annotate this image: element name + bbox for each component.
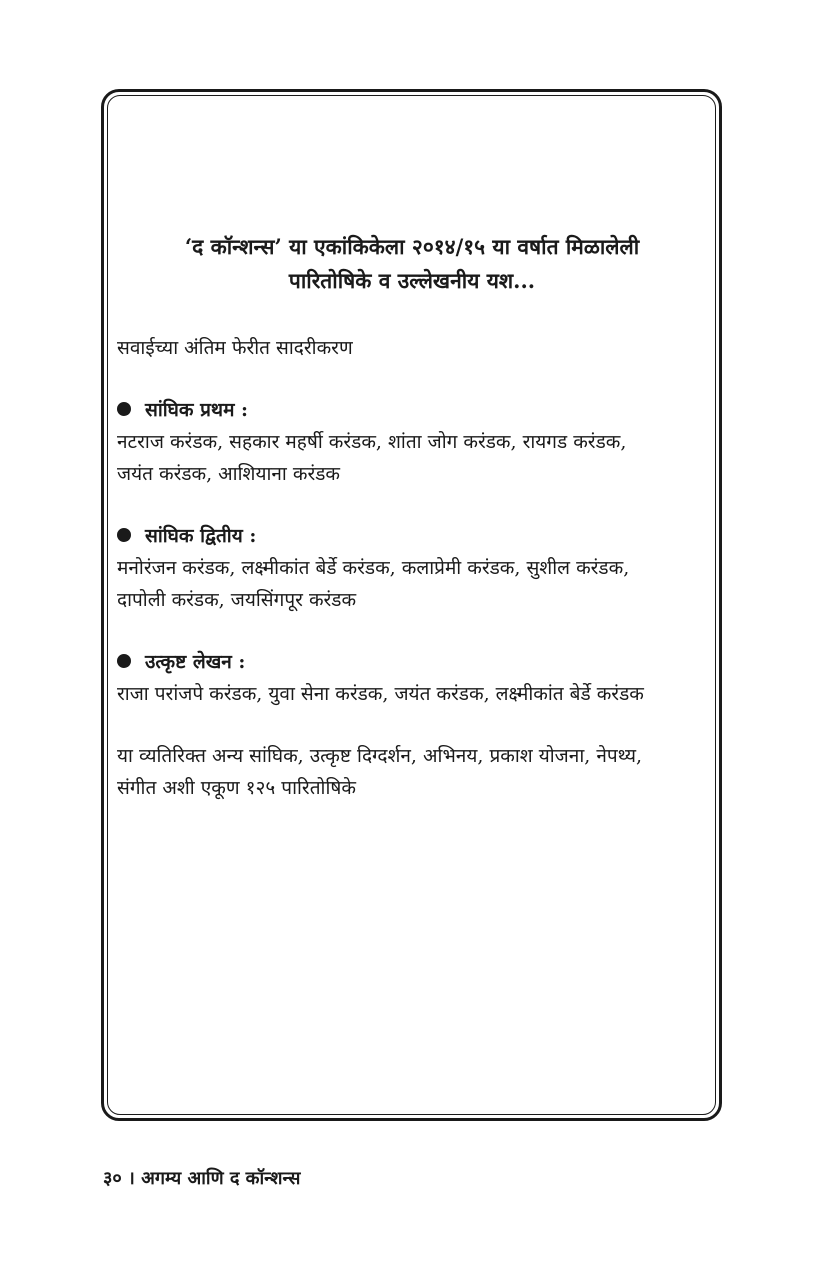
page-title-line-2: पारितोषिके व उल्लेखनीय यश... (288, 268, 536, 293)
section-team-second (117, 520, 707, 616)
page-content (117, 230, 707, 804)
section-line: मनोरंजन करंडक, लक्ष्मीकांत बेर्डे करंडक, कलाप्रेमी करंडक, सुशील करंडक, (117, 557, 630, 579)
section-title-text: सांघिक प्रथम : (145, 399, 249, 421)
section-best-writing (117, 646, 707, 710)
section-title-text: उत्कृष्ट लेखन : (145, 651, 246, 673)
section-line: जयंत करंडक, आशियाना करंडक (117, 463, 341, 485)
intro-text: सवाईच्या अंतिम फेरीत सादरीकरण (117, 337, 353, 359)
section-line: नटराज करंडक, सहकार महर्षी करंडक, शांता जोग करंडक, रायगड करंडक, (117, 431, 627, 453)
page-footer: ३० । अगम्य आणि द कॉन्शन्स (103, 1168, 301, 1189)
bullet-icon (117, 402, 131, 416)
bullet-icon (117, 654, 131, 668)
section-title-text: सांघिक द्वितीय : (145, 525, 257, 547)
section-title (117, 646, 707, 678)
section-line: दापोली करंडक, जयसिंगपूर करंडक (117, 589, 357, 611)
page-title (117, 230, 707, 298)
bullet-icon (117, 528, 131, 542)
section-line: राजा परांजपे करंडक, युवा सेना करंडक, जयंत करंडक, लक्ष्मीकांत बेर्डे करंडक (117, 683, 644, 705)
closing-line: या व्यतिरिक्त अन्य सांघिक, उत्कृष्ट दिग्दर्शन, अभिनय, प्रकाश योजना, नेपथ्य, (117, 745, 643, 767)
closing-line: संगीत अशी एकूण १२५ पारितोषिके (117, 777, 356, 799)
section-title (117, 520, 707, 552)
section-team-first (117, 394, 707, 490)
closing-paragraph (117, 740, 707, 804)
page-title-line-1: ‘द कॉन्शन्स’ या एकांकिकेला २०१४/१५ या वर्षात मिळालेली (184, 234, 640, 259)
section-title (117, 394, 707, 426)
